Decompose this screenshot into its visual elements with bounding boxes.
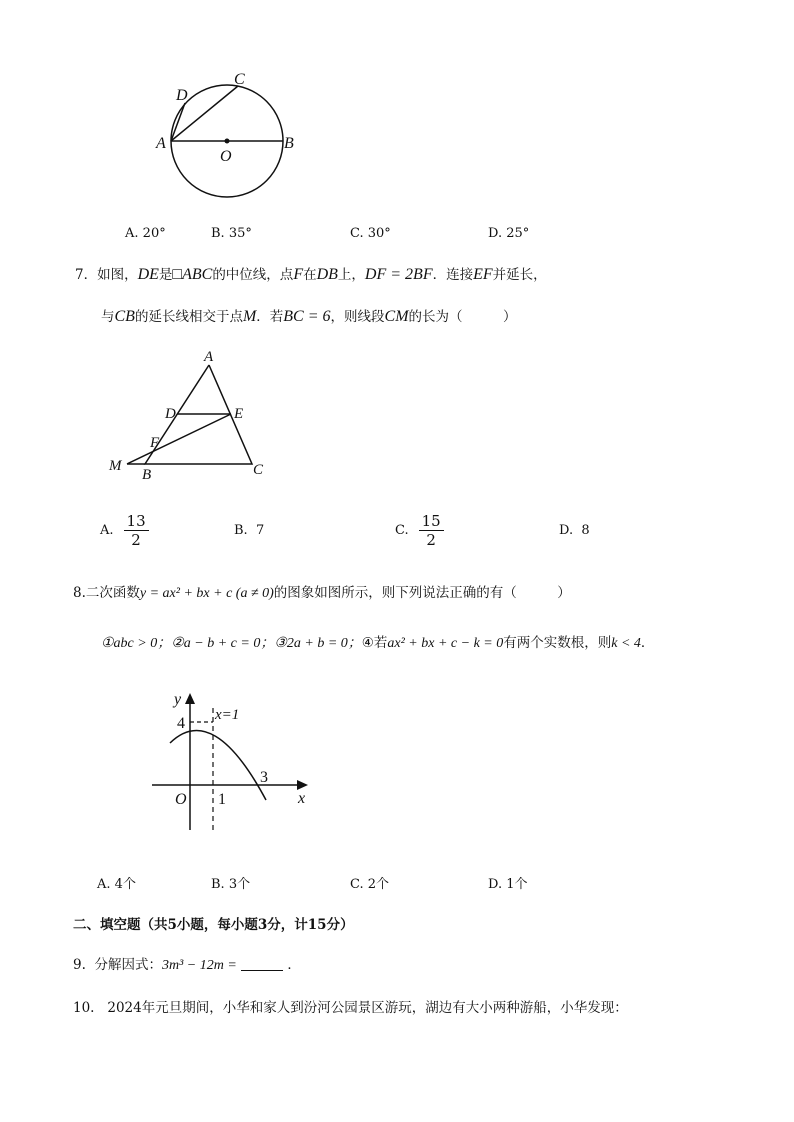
fraction-15-2: $\frac{15}{2}$ <box>419 512 444 549</box>
section-2-heading: 二、填空题（共5小题，每小题3分，计15分） <box>73 917 354 933</box>
q8-option-c: C. 2个 <box>350 877 390 892</box>
q8-option-d: D. 1个 <box>488 877 528 892</box>
q6-circle-figure <box>150 66 310 216</box>
q8-option-b: B. 3个 <box>211 877 251 892</box>
center-point <box>225 139 230 144</box>
label-m: M <box>109 458 122 474</box>
label-b: B <box>142 467 152 483</box>
label-d: D <box>165 406 176 422</box>
q9: 9. 分解因式：3m³ − 12m = ． <box>73 957 301 973</box>
q7-line-1: 7．如图，DE是□ABC的中位线，点F在DB上，DF = 2BF．连接EF并延长， <box>75 266 547 283</box>
label-a: A <box>156 135 166 152</box>
q7-triangle-figure <box>105 345 275 485</box>
q6-option-c: C. 30° <box>350 226 391 241</box>
q8-line-1: 8.二次函数y = ax² + bx + c (a ≠ 0)的图象如图所示，则下列说法正确的有（ ） <box>73 585 571 601</box>
q6-option-d: D. 25° <box>488 226 530 241</box>
label-c: C <box>253 462 264 478</box>
q6-option-b: B. 35° <box>211 226 252 241</box>
chord-dc <box>185 86 238 103</box>
q7-line-2: 与CB的延长线相交于点M．若BC = 6，则线段CM的长为（ ） <box>101 308 517 325</box>
q9-answer-blank[interactable] <box>241 956 283 971</box>
label-x: x <box>298 790 306 807</box>
label-o: O <box>220 148 232 165</box>
label-three: 3 <box>260 769 268 786</box>
parabola-curve <box>170 730 266 800</box>
q7-option-b: B. 7 <box>234 523 265 538</box>
label-f: F <box>150 435 160 451</box>
label-one: 1 <box>218 791 226 808</box>
segment-me <box>127 414 231 464</box>
label-c: C <box>234 71 245 88</box>
label-b: B <box>284 135 294 152</box>
q8-statements: ①abc > 0；②a − b + c = 0；③2a + b = 0；④若ax² + bx + c − k = 0有两个实数根，则k < 4． <box>101 635 655 651</box>
label-origin: O <box>175 791 187 808</box>
q10: 10. 2024年元旦期间，小华和家人到汾河公园景区游玩，湖边有大小两种游船，小华发现： <box>73 1000 628 1016</box>
label-y: y <box>174 691 182 708</box>
label-a: A <box>204 349 214 365</box>
y-axis-arrow <box>185 693 195 704</box>
label-d: D <box>176 87 188 104</box>
q7-option-d: D. 8 <box>559 523 590 538</box>
q8-parabola-figure <box>148 688 318 833</box>
fraction-13-2: $\frac{13}{2}$ <box>124 512 149 549</box>
label-axis-eq: x=1 <box>215 707 240 723</box>
q6-option-a: A. 20° <box>125 226 166 241</box>
x-axis-arrow <box>297 780 308 790</box>
q8-option-a: A. 4个 <box>97 877 136 892</box>
label-four: 4 <box>177 715 185 732</box>
label-e: E <box>234 406 244 422</box>
q7-option-c: C. $\frac{15}{2}$ <box>395 512 444 549</box>
q7-option-a: A. $\frac{13}{2}$ <box>100 512 149 549</box>
